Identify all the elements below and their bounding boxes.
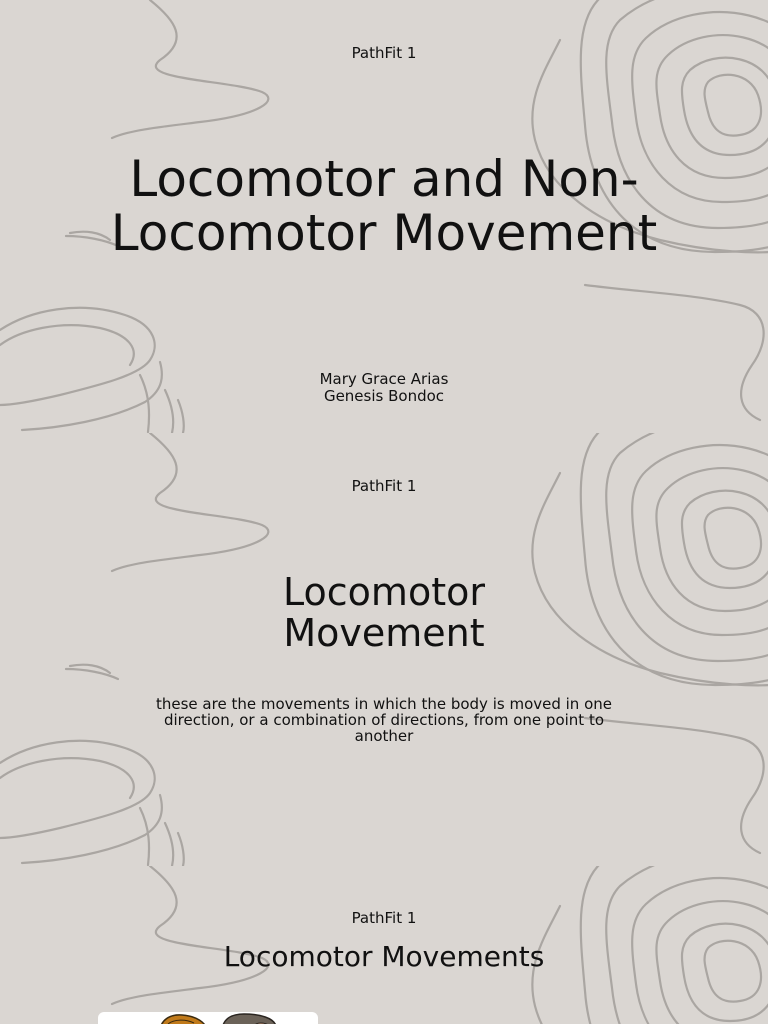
author-name: Mary Grace Arias <box>319 370 449 388</box>
author-name: Genesis Bondoc <box>323 387 445 405</box>
author-list <box>0 371 768 405</box>
course-label: PathFit 1 <box>351 44 417 62</box>
course-label: PathFit 1 <box>351 477 417 495</box>
title-slide <box>0 0 768 433</box>
cartoon-figures-image <box>98 1012 318 1024</box>
slide-title-line-2: Locomotor Movement <box>110 204 658 262</box>
content-slide <box>0 866 768 1024</box>
slide-description: these are the movements in which the body is moved in one direction, or a combination of directions, from one point to another <box>156 695 612 745</box>
slide-title <box>0 152 768 260</box>
slide-title-line-1: Locomotor and Non- <box>129 150 639 208</box>
slide-heading: Locomotor Movements <box>223 940 545 973</box>
slide-heading-line-1: Locomotor <box>283 570 485 614</box>
slide-heading-line-2: Movement <box>283 611 485 655</box>
course-label: PathFit 1 <box>351 909 417 927</box>
illustration-image <box>98 1012 318 1024</box>
slide-heading <box>0 572 768 654</box>
content-slide <box>0 433 768 866</box>
